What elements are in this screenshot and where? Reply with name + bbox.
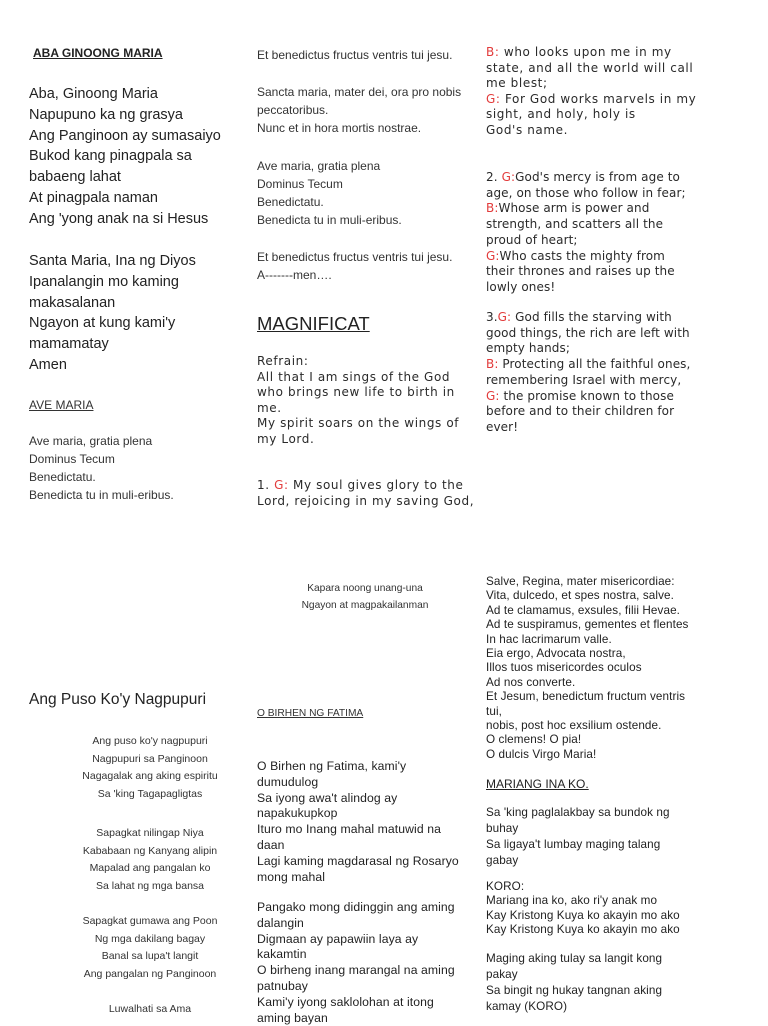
text-line: Illos tuos misericordes oculos xyxy=(486,661,642,675)
text-line: Ituro mo Inang mahal matuwid na xyxy=(257,822,441,837)
mariang-ina-ko-title: MARIANG INA KO. xyxy=(486,777,589,791)
fatima-stanza-2 xyxy=(257,900,455,1026)
text-line: tui, xyxy=(486,704,502,718)
verse-text: My soul gives glory to the xyxy=(288,478,464,492)
text-line: daan xyxy=(257,837,285,852)
text-line: buhay xyxy=(486,822,519,835)
text-line: proud of heart; xyxy=(486,232,578,247)
text-line: mong mahal xyxy=(257,869,326,884)
ang-puso-title: Ang Puso Ko'y Nagpupuri xyxy=(29,691,207,708)
text-line: Et benedictus fructus ventris tui jesu. xyxy=(257,48,453,62)
text-line: Benedictatu. xyxy=(257,195,324,209)
text-line: good things, the rich are left with xyxy=(486,325,690,340)
text-line: Maging aking tulay sa langit kong xyxy=(486,952,663,965)
text-line xyxy=(486,201,686,217)
text-line: Eia ergo, Advocata nostra, xyxy=(486,647,626,661)
text-line xyxy=(486,357,690,373)
text-line: mamamatay xyxy=(29,336,109,353)
puso-stanza-3 xyxy=(30,913,270,983)
text-line: Dominus Tecum xyxy=(257,177,343,191)
text-line: Nagpupuri sa Panginoon xyxy=(92,752,208,765)
text-line: ever! xyxy=(486,419,519,434)
text-line: Ave maria, gratia plena xyxy=(29,434,153,448)
puso-stanza-4 xyxy=(30,1001,270,1019)
text-line: babaeng lahat xyxy=(29,169,121,186)
text-line: aming bayan xyxy=(257,1010,328,1025)
text-line: Sa lahat ng mga bansa xyxy=(96,879,204,892)
text-line: A-------men…. xyxy=(257,268,332,282)
text-line: patnubay xyxy=(257,978,308,993)
text-line xyxy=(257,478,474,494)
text-line: Vita, dulcedo, et spes nostra, salve. xyxy=(486,589,674,603)
text-line: KORO: xyxy=(486,880,525,893)
text-line: my Lord. xyxy=(257,431,315,446)
text-line: who brings new life to birth in xyxy=(257,385,455,400)
magnificat-verse-2 xyxy=(486,170,686,296)
text-line: Sa iyong awa't alindog ay xyxy=(257,790,398,805)
fatima-title: O BIRHEN NG FATIMA xyxy=(257,708,364,719)
text-line: Benedicta tu in muli-eribus. xyxy=(257,213,402,227)
verse-text: Whose arm is power and xyxy=(498,201,650,216)
verse-text: who looks upon me in my xyxy=(499,45,672,59)
text-line: Mariang ina ko, ako ri'y anak mo xyxy=(486,894,658,908)
magnificat-verse-1-cont xyxy=(486,45,696,139)
text-line: remembering Israel with mercy, xyxy=(486,372,682,387)
text-line: their thrones and raises up the xyxy=(486,264,675,279)
text-line: Ng mga dakilang bagay xyxy=(94,932,206,945)
girls-part-tag: G: xyxy=(501,170,516,184)
text-line xyxy=(486,389,690,405)
text-line: me blest; xyxy=(486,76,548,91)
koro xyxy=(486,880,680,938)
ave-continuation-2 xyxy=(257,83,461,137)
text-line: Aba, Ginoong Maria xyxy=(29,86,158,102)
text-line xyxy=(486,249,686,265)
text-line: Kababaan ng Kanyang alipin xyxy=(82,844,218,857)
text-line: Sancta maria, mater dei, ora pro nobis xyxy=(257,85,462,99)
text-line: Amen xyxy=(29,356,67,373)
text-line: Refrain: xyxy=(257,354,309,368)
text-line: Banal sa lupa't langit xyxy=(101,950,199,962)
text-line: Ang puso ko'y nagpupuri xyxy=(92,735,208,747)
boys-part-tag: B: xyxy=(486,357,499,372)
text-line: before and to their children for xyxy=(486,404,675,419)
verse-number: 1. xyxy=(257,478,275,492)
text-line: Ave maria, gratia plena xyxy=(257,159,381,173)
girls-part-tag: G: xyxy=(486,91,501,106)
verse-text: For God works marvels in my xyxy=(500,91,697,106)
ave-maria-title: AVE MARIA xyxy=(29,398,94,412)
text-line: Ang pangalan ng Panginoon xyxy=(83,967,217,980)
text-line: Sa 'king paglalakbay sa bundok ng xyxy=(486,806,670,819)
text-line: Mapalad ang pangalan ko xyxy=(89,862,211,874)
mariang-stanza-2 xyxy=(486,951,662,1015)
verse-text: the promise known to those xyxy=(499,388,674,403)
text-line: Benedictatu. xyxy=(29,470,96,484)
text-line: Luwalhati sa Ama xyxy=(108,1003,192,1015)
text-line: sight, and holy, holy is xyxy=(486,107,636,122)
puso-stanza-2 xyxy=(30,825,270,895)
girls-part-tag: G: xyxy=(486,248,500,263)
text-line: O birheng inang marangal na aming xyxy=(257,963,455,978)
text-line: makasalanan xyxy=(29,294,116,311)
text-line: Et benedictus fructus ventris tui jesu. xyxy=(257,250,453,264)
text-line: dumudulog xyxy=(257,774,319,789)
text-line: gabay xyxy=(486,854,519,867)
ave-continuation-3 xyxy=(257,157,402,229)
text-line: age, on those who follow in fear; xyxy=(486,185,686,200)
magnificat-verse-1 xyxy=(257,478,474,509)
text-line: Sa ligaya't lumbay maging talang xyxy=(486,838,661,851)
text-line: Digmaan ay papawiin laya ay xyxy=(257,931,419,946)
text-line: state, and all the world will call xyxy=(486,60,694,75)
text-line: Benedicta tu in muli-eribus. xyxy=(29,488,174,502)
boys-part-tag: B: xyxy=(486,45,500,59)
text-line: Sapagkat gumawa ang Poon xyxy=(82,915,218,927)
magnificat-verse-3 xyxy=(486,310,690,436)
text-line: me. xyxy=(257,400,282,415)
text-line: Dominus Tecum xyxy=(29,452,115,466)
fatima-stanza-1 xyxy=(257,759,459,885)
magnificat-title: MAGNIFICAT xyxy=(257,313,370,334)
aba-stanza-2 xyxy=(29,251,196,376)
text-line: My spirit soars on the wings of xyxy=(257,416,460,431)
aba-ginoong-maria-title: ABA GINOONG MARIA xyxy=(33,46,163,60)
text-line xyxy=(486,310,690,326)
text-line: Kami'y iyong saklolohan at itong xyxy=(257,994,434,1009)
text-line: All that I am sings of the God xyxy=(257,369,451,384)
text-line: Ad te clamamus, exsules, filii Hevae. xyxy=(486,603,681,617)
verse-text: God's mercy is from age to xyxy=(515,170,680,184)
text-line: At pinagpala naman xyxy=(29,189,158,206)
ave-continuation-4 xyxy=(257,248,452,284)
text-line: Ang 'yong anak na si Hesus xyxy=(29,210,209,227)
ave-continuation-1 xyxy=(257,46,452,64)
text-line: Kay Kristong Kuya ko akayin mo ako xyxy=(486,923,680,937)
text-line: Sa 'king Tagapagligtas xyxy=(97,787,203,800)
text-line: pakay xyxy=(486,968,518,981)
girls-part-tag: G: xyxy=(274,478,289,492)
text-line: nobis, post hoc exsilium ostende. xyxy=(486,719,662,733)
text-line: In hac lacrimarum valle. xyxy=(486,632,612,646)
puso-stanza-1 xyxy=(30,733,270,803)
verse-text: Protecting all the faithful ones, xyxy=(498,357,691,372)
text-line: Ngayon at kung kami'y xyxy=(29,315,176,332)
salve-regina xyxy=(486,575,689,762)
text-line: O clemens! O pia! xyxy=(486,733,582,747)
text-line: O Birhen ng Fatima, kami'y xyxy=(257,759,407,773)
text-line: Bukod kang pinagpala sa xyxy=(29,148,192,165)
text-line: Nunc et in hora mortis nostrae. xyxy=(257,121,422,135)
verse-text: Who casts the mighty from xyxy=(499,248,665,263)
ave-maria-lines xyxy=(29,432,174,504)
text-line: napakukupkop xyxy=(257,806,338,821)
boys-part-tag: B: xyxy=(486,201,499,216)
text-line: Ad te suspiramus, gementes et flentes xyxy=(486,618,689,632)
text-line: O dulcis Virgo Maria! xyxy=(486,747,597,761)
text-line: Lord, rejoicing in my saving God, xyxy=(257,493,475,508)
girls-part-tag: G: xyxy=(497,310,512,324)
text-line: Et Jesum, benedictum fructum ventris xyxy=(486,690,686,704)
text-line: God's name. xyxy=(486,122,569,137)
text-line: strength, and scatters all the xyxy=(486,217,664,232)
text-line: empty hands; xyxy=(486,341,570,356)
verse-text: God fills the starving with xyxy=(511,310,672,324)
kapara-lines xyxy=(255,580,475,614)
text-line: Ang Panginoon ay sumasaiyo xyxy=(29,127,221,144)
verse-number: 2. xyxy=(486,170,502,184)
text-line: Napupuno ka ng grasya xyxy=(29,106,183,123)
text-line: Pangako mong didinggin ang aming xyxy=(257,900,455,914)
text-line xyxy=(486,170,686,186)
text-line: dalangin xyxy=(257,915,304,930)
text-line: Lagi kaming magdarasal ng Rosaryo xyxy=(257,853,459,868)
mariang-stanza-1 xyxy=(486,805,670,869)
aba-stanza-1 xyxy=(29,84,221,230)
text-line: Kay Kristong Kuya ko akayin mo ako xyxy=(486,908,680,922)
text-line: Nagagalak ang aking espiritu xyxy=(82,770,218,782)
girls-part-tag: G: xyxy=(486,388,500,403)
text-line: lowly ones! xyxy=(486,279,556,294)
text-line: Kapara noong unang-una xyxy=(307,583,423,594)
text-line xyxy=(486,45,696,61)
text-line: peccatoribus. xyxy=(257,103,329,117)
text-line: Ad nos converte. xyxy=(486,675,576,689)
text-line: kakamtin xyxy=(257,947,307,962)
text-line: kamay (KORO) xyxy=(486,1000,568,1013)
text-line: Ngayon at magpakailanman xyxy=(301,600,429,611)
text-line: Salve, Regina, mater misericordiae: xyxy=(486,575,675,588)
magnificat-refrain xyxy=(257,354,459,448)
text-line xyxy=(486,92,696,108)
text-line: Ipanalangin mo kaming xyxy=(29,273,179,290)
text-line: Santa Maria, Ina ng Diyos xyxy=(29,253,196,269)
text-line: Sapagkat nilingap Niya xyxy=(96,827,204,839)
verse-number: 3. xyxy=(486,310,498,324)
text-line: Sa bingit ng hukay tangnan aking xyxy=(486,984,663,997)
